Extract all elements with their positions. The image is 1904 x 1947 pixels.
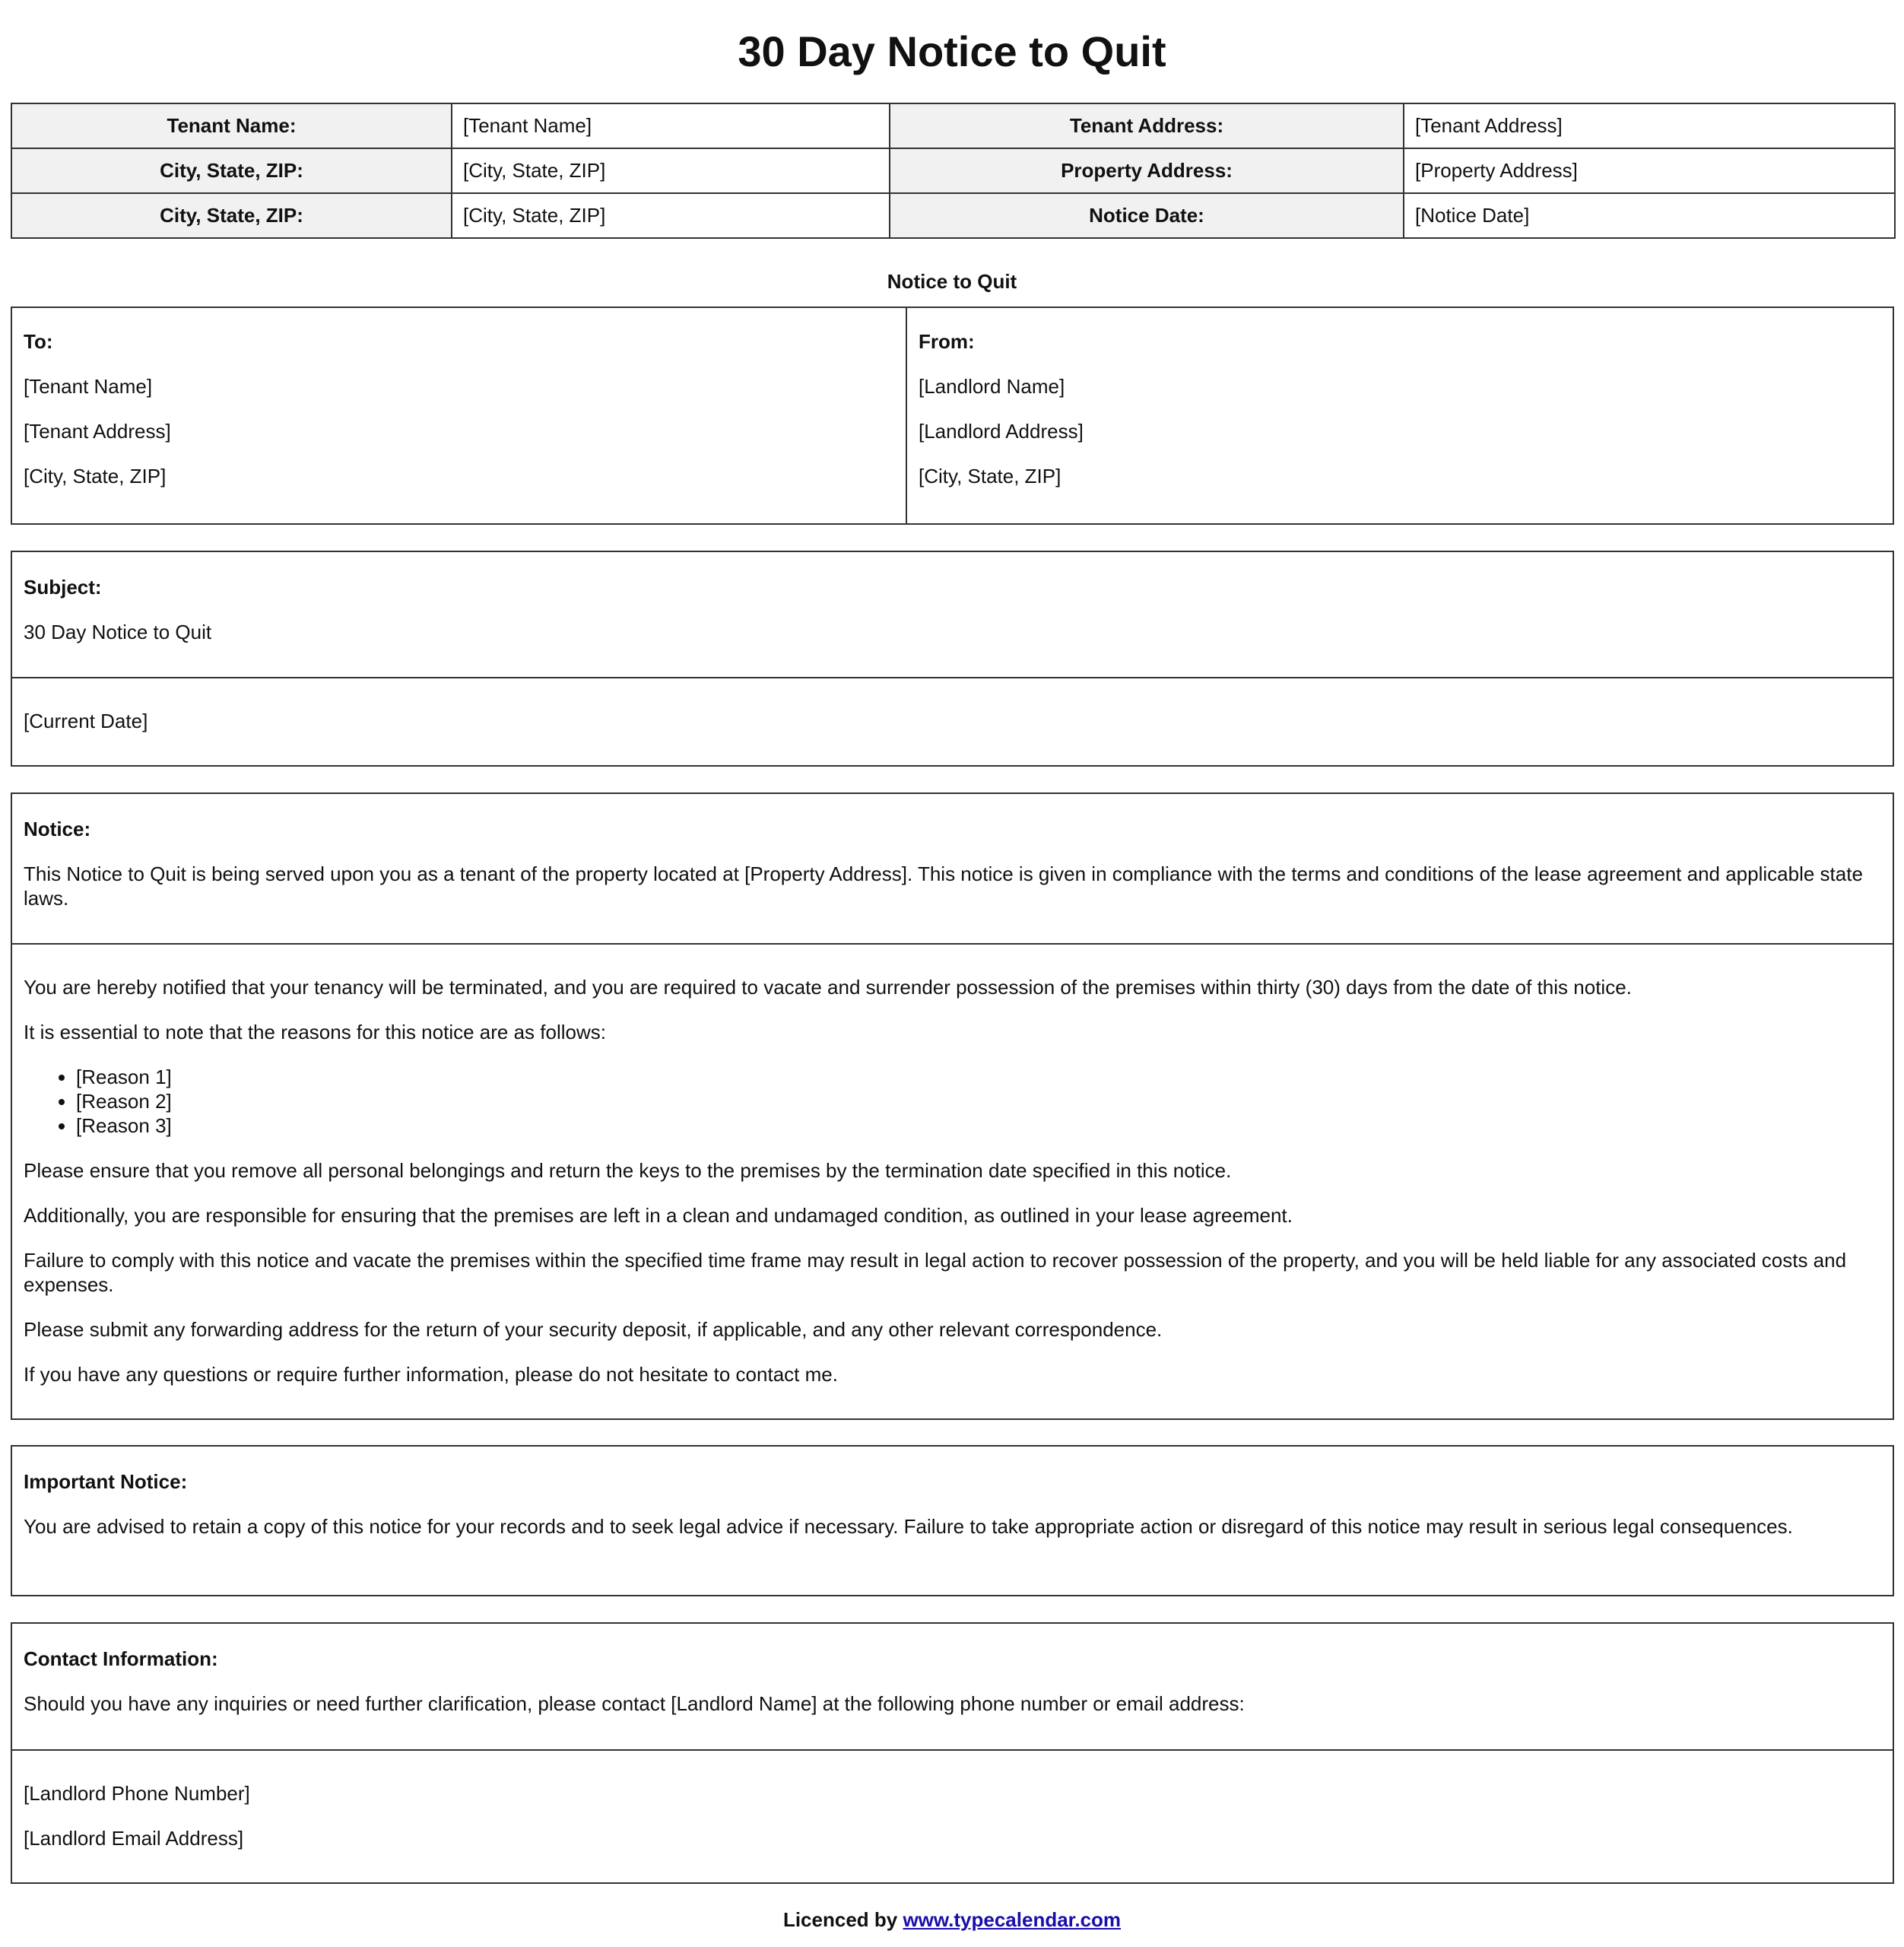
notice-paragraph: It is essential to note that the reasons for this notice are as follows: xyxy=(24,1021,606,1043)
notice-intro-row xyxy=(12,794,1893,943)
important-notice-row xyxy=(12,1447,1893,1595)
property-address-value: [Property Address] xyxy=(1404,148,1895,193)
footer-prefix: Licenced by xyxy=(782,1908,903,1931)
from-section xyxy=(907,308,1893,523)
to-section xyxy=(12,308,907,523)
to-name: [Tenant Name] xyxy=(24,375,153,398)
tenant-name-value: [Tenant Name] xyxy=(452,103,890,148)
table-row xyxy=(11,103,1895,148)
to-from-box xyxy=(11,307,1894,525)
from-city-state-zip: [City, State, ZIP] xyxy=(919,465,1061,488)
from-label: From: xyxy=(919,330,975,353)
from-name: [Landlord Name] xyxy=(919,375,1065,398)
tenant-info-table xyxy=(11,103,1896,239)
notice-date-label: Notice Date: xyxy=(890,193,1404,238)
to-city-state-zip: [City, State, ZIP] xyxy=(24,465,167,488)
subject-value: 30 Day Notice to Quit xyxy=(24,621,212,643)
list-item: • [Reason 3] xyxy=(76,1113,1881,1138)
contact-details-row xyxy=(12,1749,1893,1882)
typecalendar-link[interactable]: www.typecalendar.com xyxy=(903,1908,1122,1931)
notice-paragraph: If you have any questions or require further information, please do not hesitate to contact me. xyxy=(24,1363,838,1386)
current-date-row xyxy=(12,677,1893,765)
to-address: [Tenant Address] xyxy=(24,420,171,443)
city-state-zip-value: [City, State, ZIP] xyxy=(452,193,890,238)
table-row xyxy=(11,193,1895,238)
important-notice-box xyxy=(11,1445,1894,1596)
notice-paragraph: Please submit any forwarding address for the return of your security deposit, if applicable, and any other relevant correspondence. xyxy=(24,1318,1163,1341)
notice-paragraph: Failure to comply with this notice and vacate the premises within the specified time frame may result in legal action to recover possession of the property, and you will be held liable for any associated costs and expenses. xyxy=(24,1249,1847,1296)
document-title: 30 Day Notice to Quit xyxy=(738,27,1166,75)
subject-label: Subject: xyxy=(24,576,102,599)
notice-label: Notice: xyxy=(24,818,91,840)
notice-body-row xyxy=(12,943,1893,1418)
tenant-address-label: Tenant Address: xyxy=(890,103,1404,148)
tenant-address-value: [Tenant Address] xyxy=(1404,103,1895,148)
important-notice-label: Important Notice: xyxy=(24,1470,188,1493)
property-address-label: Property Address: xyxy=(890,148,1404,193)
contact-info-label: Contact Information: xyxy=(24,1647,218,1670)
reasons-list xyxy=(24,1065,1881,1138)
notice-box xyxy=(11,792,1894,1420)
to-label: To: xyxy=(24,330,53,353)
contact-info-box xyxy=(11,1622,1894,1884)
table-row xyxy=(11,148,1895,193)
footer xyxy=(0,1906,1904,1933)
list-item: • [Reason 2] xyxy=(76,1089,1881,1113)
landlord-email: [Landlord Email Address] xyxy=(24,1827,244,1850)
section-title: Notice to Quit xyxy=(887,270,1017,293)
notice-paragraph: Please ensure that you remove all personal belongings and return the keys to the premises by the termination date specified in this notice. xyxy=(24,1159,1232,1182)
subject-row xyxy=(12,552,1893,677)
contact-info-text: Should you have any inquiries or need further clarification, please contact [Landlord Name] at the following phone number or email address: xyxy=(24,1692,1245,1715)
notice-date-value: [Notice Date] xyxy=(1404,193,1895,238)
city-state-zip-label: City, State, ZIP: xyxy=(11,148,452,193)
important-notice-text: You are advised to retain a copy of this notice for your records and to seek legal advice if necessary. Failure to take appropriate action or disregard of this notice may result in serious legal consequences. xyxy=(24,1515,1793,1538)
list-item: • [Reason 1] xyxy=(76,1065,1881,1089)
landlord-phone: [Landlord Phone Number] xyxy=(24,1782,250,1805)
notice-paragraph: Additionally, you are responsible for ensuring that the premises are left in a clean and undamaged condition, as outlined in your lease agreement. xyxy=(24,1204,1293,1227)
subject-box xyxy=(11,551,1894,767)
city-state-zip-value: [City, State, ZIP] xyxy=(452,148,890,193)
city-state-zip-label: City, State, ZIP: xyxy=(11,193,452,238)
current-date: [Current Date] xyxy=(24,710,148,732)
notice-paragraph: You are hereby notified that your tenancy will be terminated, and you are required to vacate and surrender possession of the premises within thirty (30) days from the date of this notice. xyxy=(24,976,1632,999)
from-address: [Landlord Address] xyxy=(919,420,1084,443)
tenant-name-label: Tenant Name: xyxy=(11,103,452,148)
notice-intro: This Notice to Quit is being served upon you as a tenant of the property located at [Property Address]. This notice is given in compliance with the terms and conditions of the lease agreement and applicable state laws. xyxy=(24,862,1863,910)
contact-info-row xyxy=(12,1624,1893,1749)
